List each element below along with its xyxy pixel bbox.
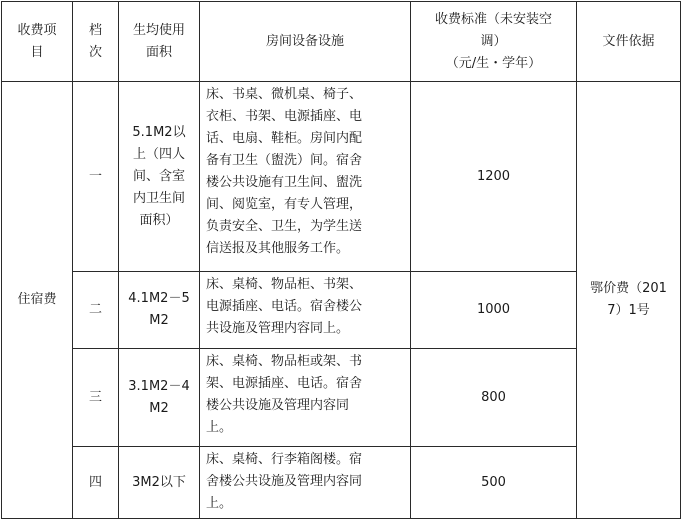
facility-line: 楼公共设施及管理内容同 bbox=[206, 398, 350, 413]
facility-line: 架、电源插座、电话。宿舍 bbox=[206, 376, 363, 391]
header-standard-line: 调） bbox=[480, 33, 507, 49]
fee-value: 1200 bbox=[476, 168, 511, 184]
header-item-line: 目 bbox=[30, 44, 44, 60]
area-line: 3M2以下 bbox=[132, 474, 186, 490]
table-row bbox=[2, 82, 681, 272]
facility-line: 上。 bbox=[206, 420, 233, 435]
facility-line: 电源插座、电话。宿舍楼公 bbox=[206, 299, 363, 314]
area-line: M2 bbox=[149, 400, 169, 416]
header-item-line: 收费项 bbox=[17, 22, 57, 38]
header-facilities-label: 房间设备设施 bbox=[265, 33, 344, 49]
header-basis-label: 文件依据 bbox=[602, 33, 655, 49]
area-line: 面积） bbox=[139, 212, 179, 228]
facility-line: 衣柜、书架、电源插座、电 bbox=[206, 109, 363, 124]
facilities-cell bbox=[200, 349, 411, 447]
fee-value: 500 bbox=[481, 474, 506, 490]
area-line: 间、含室 bbox=[132, 168, 185, 184]
facilities-cell bbox=[200, 447, 411, 519]
grade-cell bbox=[73, 272, 119, 349]
grade-value: 四 bbox=[88, 474, 102, 490]
fee-value: 800 bbox=[481, 389, 506, 405]
area-line: 3.1M2－4 bbox=[128, 378, 190, 394]
basis-line: 7）1号 bbox=[607, 303, 650, 318]
header-row bbox=[2, 2, 681, 82]
facility-line: 间、阅览室，有专人管理， bbox=[206, 197, 363, 212]
fee-cell bbox=[411, 349, 577, 447]
grade-cell bbox=[73, 447, 119, 519]
basis-line: 鄂价费（201 bbox=[590, 281, 667, 296]
area-line: M2 bbox=[149, 313, 169, 328]
header-item bbox=[2, 2, 73, 82]
header-area-line: 生均使用 bbox=[132, 22, 185, 38]
item-name: 住宿费 bbox=[17, 292, 57, 307]
header-grade-line: 档 bbox=[88, 22, 102, 38]
facilities-cell bbox=[200, 272, 411, 349]
facility-line: 床、桌椅、物品柜或架、书 bbox=[206, 354, 363, 369]
header-standard bbox=[411, 2, 577, 82]
header-standard-line: （元/生・学年） bbox=[445, 55, 542, 71]
facility-line: 话、电扇、鞋柜。房间内配 bbox=[206, 131, 363, 146]
facility-line: 负责安全、卫生，为学生送 bbox=[206, 219, 363, 234]
facility-line: 上。 bbox=[206, 496, 233, 511]
grade-cell bbox=[73, 349, 119, 447]
facility-line: 床、桌椅、物品柜、书架、 bbox=[206, 277, 363, 292]
header-basis bbox=[577, 2, 681, 82]
facility-line: 备有卫生（盥洗）间。宿舍 bbox=[206, 153, 363, 168]
fee-table bbox=[1, 1, 681, 519]
facility-line: 楼公共设施有卫生间、盥洗 bbox=[206, 175, 363, 190]
area-line: 4.1M2－5 bbox=[128, 291, 190, 306]
header-grade-line: 次 bbox=[88, 44, 102, 60]
area-line: 内卫生间 bbox=[132, 190, 185, 206]
area-cell bbox=[119, 82, 200, 272]
facility-line: 床、桌椅、行李箱阁楼。宿 bbox=[206, 452, 363, 467]
facility-line: 舍楼公共设施及管理内容同 bbox=[206, 474, 363, 489]
fee-cell bbox=[411, 447, 577, 519]
area-cell bbox=[119, 272, 200, 349]
facility-line: 信送报及其他服务工作。 bbox=[206, 241, 350, 256]
fee-cell bbox=[411, 272, 577, 349]
facility-line: 床、书桌、微机桌、椅子、 bbox=[206, 87, 363, 102]
header-grade bbox=[73, 2, 119, 82]
item-name-cell bbox=[2, 82, 73, 519]
area-cell bbox=[119, 349, 200, 447]
grade-value: 一 bbox=[88, 168, 102, 184]
grade-value: 三 bbox=[88, 389, 102, 405]
area-cell bbox=[119, 447, 200, 519]
fee-value: 1000 bbox=[476, 302, 511, 317]
header-standard-line: 收费标准（未安装空 bbox=[434, 11, 552, 27]
header-facilities bbox=[200, 2, 411, 82]
area-line: 5.1M2以 bbox=[132, 124, 186, 140]
header-area bbox=[119, 2, 200, 82]
facilities-cell bbox=[200, 82, 411, 272]
facility-line: 共设施及管理内容同上。 bbox=[206, 321, 350, 336]
grade-value: 二 bbox=[88, 302, 102, 317]
area-line: 上（四人 bbox=[132, 146, 185, 162]
grade-cell bbox=[73, 82, 119, 272]
fee-cell bbox=[411, 82, 577, 272]
header-area-line: 面积 bbox=[145, 44, 172, 60]
basis-cell bbox=[577, 82, 681, 519]
